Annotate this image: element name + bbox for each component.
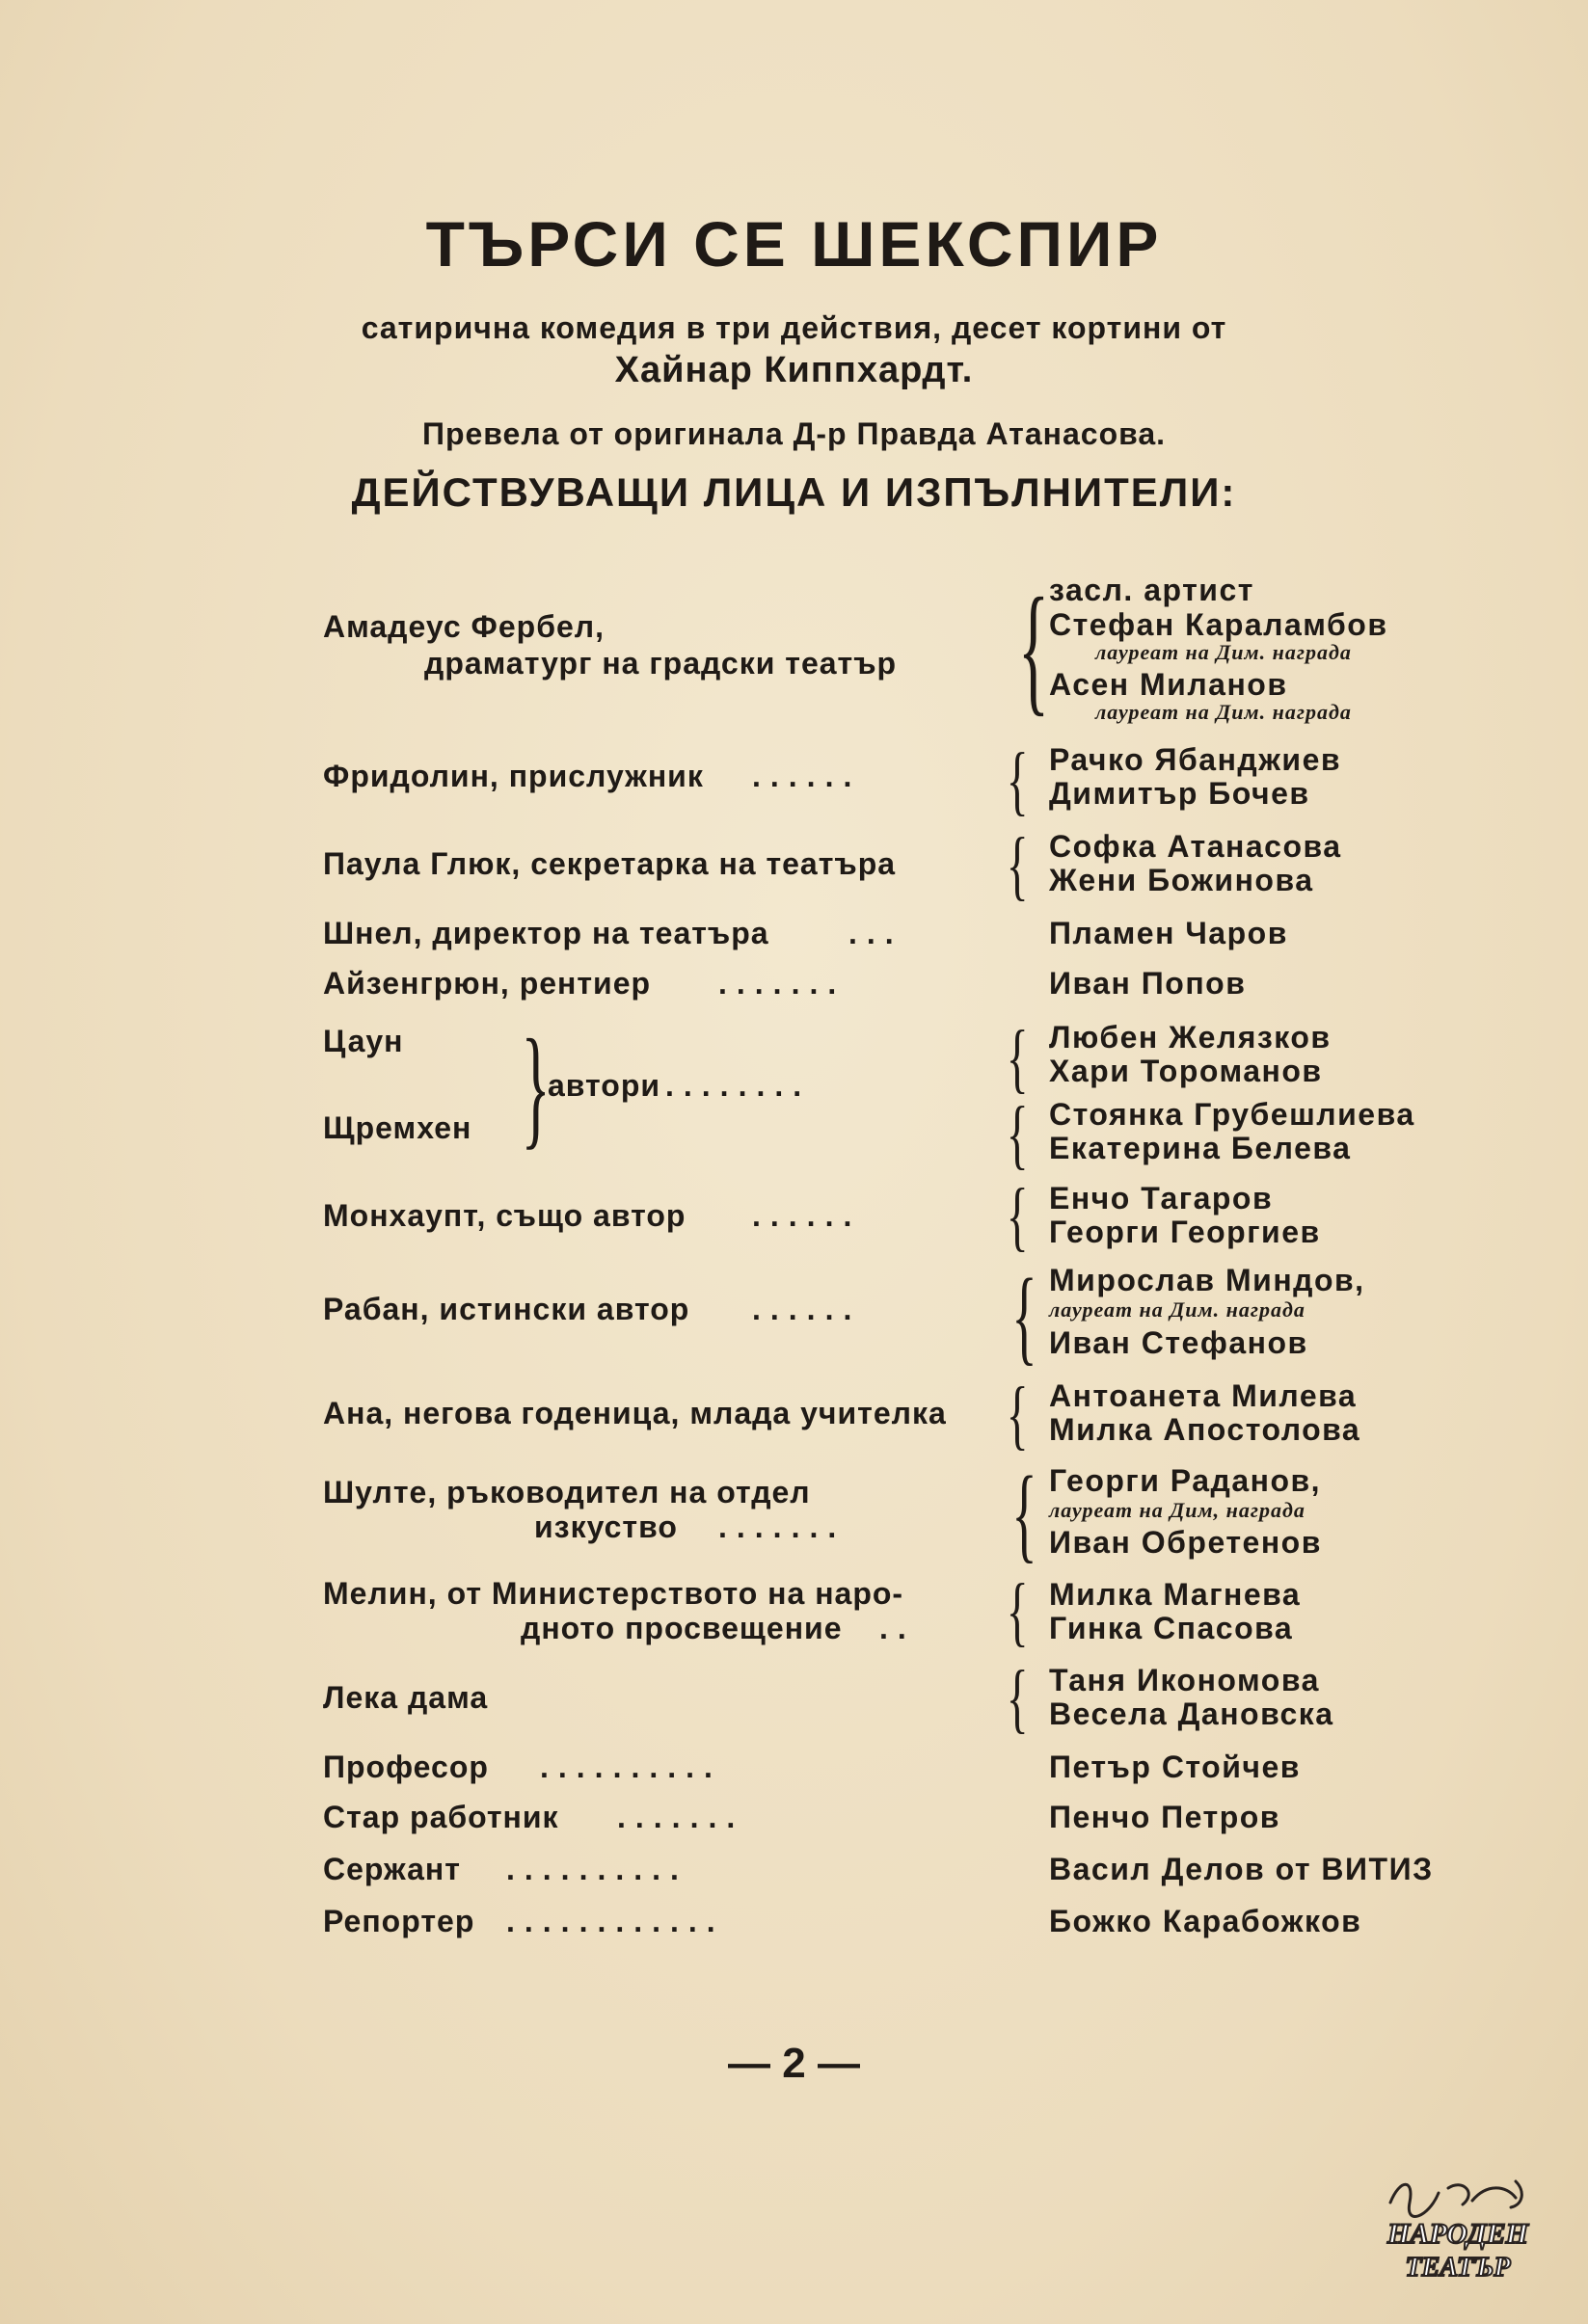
leader-dots-r11: ..: [879, 1611, 916, 1645]
award-note-r8-a1: лауреат на Дим. награда: [1049, 1297, 1305, 1322]
role-schulte: Шулте, ръководител на отдел: [323, 1475, 811, 1509]
leader-dots-r13: ..........: [540, 1750, 722, 1784]
actor-r11-a1: Милка Магнева: [1049, 1577, 1302, 1612]
actor-r6-a2: Хари Тороманов: [1049, 1054, 1323, 1088]
brace-r11: {: [1006, 1569, 1029, 1654]
leader-dots-r16: ............: [506, 1904, 725, 1938]
brace-r1: {: [1017, 569, 1050, 729]
leader-dots-r7: ......: [752, 1198, 862, 1233]
translator-credit: Превела от оригинала Д-р Правда Атанасова.: [421, 416, 1167, 451]
actor-r9-a1: Антоанета Милева: [1049, 1378, 1358, 1413]
actor-r10-a1: Георги Раданов,: [1049, 1463, 1322, 1498]
actor-r16-a1: Божко Карабожков: [1049, 1904, 1362, 1938]
brace-r6a: {: [1006, 1016, 1029, 1101]
leader-dots-r2: ......: [752, 759, 862, 793]
play-title: ТЪРСИ СЕ ШЕКСПИР: [425, 208, 1163, 280]
award-note-r1-a2: лауреат на Дим. награда: [1095, 700, 1352, 724]
role-group-authors: автори: [548, 1068, 661, 1103]
role-zaun: Цаун: [323, 1024, 404, 1058]
play-subtitle: сатирична комедия в три действия, десет кортини от: [361, 310, 1227, 345]
role-fridolin: Фридолин, прислужник: [323, 759, 704, 793]
leader-dots-r8: ......: [752, 1292, 862, 1326]
role-ferbel: Амадеус Фербел,: [323, 609, 605, 644]
leader-dots-r4: ...: [848, 916, 903, 950]
actor-r12-a1: Таня Икономова: [1049, 1663, 1320, 1697]
award-note-r1-a1: лауреат на Дим. награда: [1095, 640, 1352, 664]
actor-r8-a2: Иван Стефанов: [1049, 1325, 1308, 1360]
actor-r10-a2: Иван Обретенов: [1049, 1525, 1322, 1560]
role-professor: Професор: [323, 1750, 489, 1784]
cast-heading: ДЕЙСТВУВАЩИ ЛИЦА И ИЗПЪЛНИТЕЛИ:: [351, 469, 1237, 515]
award-note-r10-a1: лауреат на Дим, награда: [1049, 1498, 1305, 1522]
brace-r8: {: [1011, 1257, 1037, 1375]
leader-dots-r6: ........: [665, 1068, 812, 1103]
play-author: Хайнар Киппхардт.: [614, 350, 974, 390]
actor-r8-a1: Мирослав Миндов,: [1049, 1263, 1365, 1297]
leader-dots-r10: .......: [718, 1509, 847, 1544]
actor-r6-a4: Екатерина Белева: [1049, 1131, 1352, 1165]
actor-r15-a1: Васил Делов от ВИТИЗ: [1049, 1852, 1434, 1886]
brace-r9: {: [1006, 1373, 1029, 1457]
actor-r13-a1: Петър Стойчев: [1049, 1750, 1301, 1784]
leader-dots-r15: ..........: [506, 1852, 688, 1886]
actor-r7-a2: Георги Георгиев: [1049, 1215, 1321, 1249]
role-old-worker: Стар работник: [323, 1800, 559, 1834]
actor-r4-a1: Пламен Чаров: [1049, 916, 1288, 950]
role-monhaupt: Монхаупт, също автор: [323, 1198, 686, 1233]
brace-r10: {: [1011, 1455, 1037, 1572]
actor-r14-a1: Пенчо Петров: [1049, 1800, 1280, 1834]
role-eisengrun: Айзенгрюн, рентиер: [323, 966, 652, 1001]
actor-r1-a2: Асен Миланов: [1049, 667, 1288, 702]
role-melin: Мелин, от Министерството на наро-: [323, 1576, 904, 1611]
actor-r3-a2: Жени Божинова: [1049, 863, 1314, 897]
logo-signature-stroke: [1390, 2181, 1521, 2216]
page-number: — 2 —: [728, 2040, 860, 2087]
brace-r6b: {: [1006, 1092, 1029, 1177]
brace-r2: {: [1006, 738, 1029, 823]
leader-dots-r14: .......: [617, 1800, 745, 1834]
national-theatre-logo: [1371, 2174, 1545, 2289]
leader-dots-r5: .......: [718, 966, 847, 1001]
role-ana: Ана, негова годеница, млада учителка: [323, 1396, 947, 1430]
role-stremchen: Щремхен: [323, 1110, 472, 1145]
role-schulte-desc: изкуство: [534, 1509, 678, 1544]
brace-r7: {: [1006, 1174, 1029, 1259]
role-reporter: Репортер: [323, 1904, 475, 1938]
actor-r3-a1: Софка Атанасова: [1049, 829, 1342, 864]
actor-r6-a1: Любен Желязков: [1049, 1020, 1332, 1055]
actor-r5-a1: Иван Попов: [1049, 966, 1247, 1001]
logo-line2: ТЕАТЪР: [1405, 2253, 1511, 2283]
actor-r6-a3: Стоянка Грубешлиева: [1049, 1097, 1415, 1132]
role-raban: Рабан, истински автор: [323, 1292, 690, 1326]
actor-prefix-r1: засл. артист: [1049, 573, 1254, 607]
role-ferbel-desc: драматург на градски театър: [424, 646, 898, 681]
role-schnell: Шнел, директор на театъра: [323, 916, 769, 950]
role-paula: Паула Глюк, секретарка на театъра: [323, 846, 897, 881]
role-sergeant: Сержант: [323, 1852, 461, 1886]
actor-r7-a1: Енчо Тагаров: [1049, 1181, 1274, 1215]
role-melin-desc: дното просвещение: [521, 1611, 843, 1645]
actor-r2-a2: Димитър Бочев: [1049, 776, 1310, 811]
brace-r3: {: [1006, 823, 1029, 908]
actor-r2-a1: Рачко Ябанджиев: [1049, 742, 1342, 777]
logo-line1: НАРОДЕН: [1386, 2218, 1529, 2250]
actor-r9-a2: Милка Апостолова: [1049, 1412, 1361, 1447]
brace-authors-group: }: [521, 1012, 551, 1162]
actor-r11-a2: Гинка Спасова: [1049, 1611, 1294, 1645]
actor-r1-a1: Стефан Караламбов: [1049, 607, 1388, 642]
role-lady: Лека дама: [323, 1680, 489, 1715]
actor-r12-a2: Весела Дановска: [1049, 1696, 1334, 1731]
brace-r12: {: [1006, 1656, 1029, 1741]
